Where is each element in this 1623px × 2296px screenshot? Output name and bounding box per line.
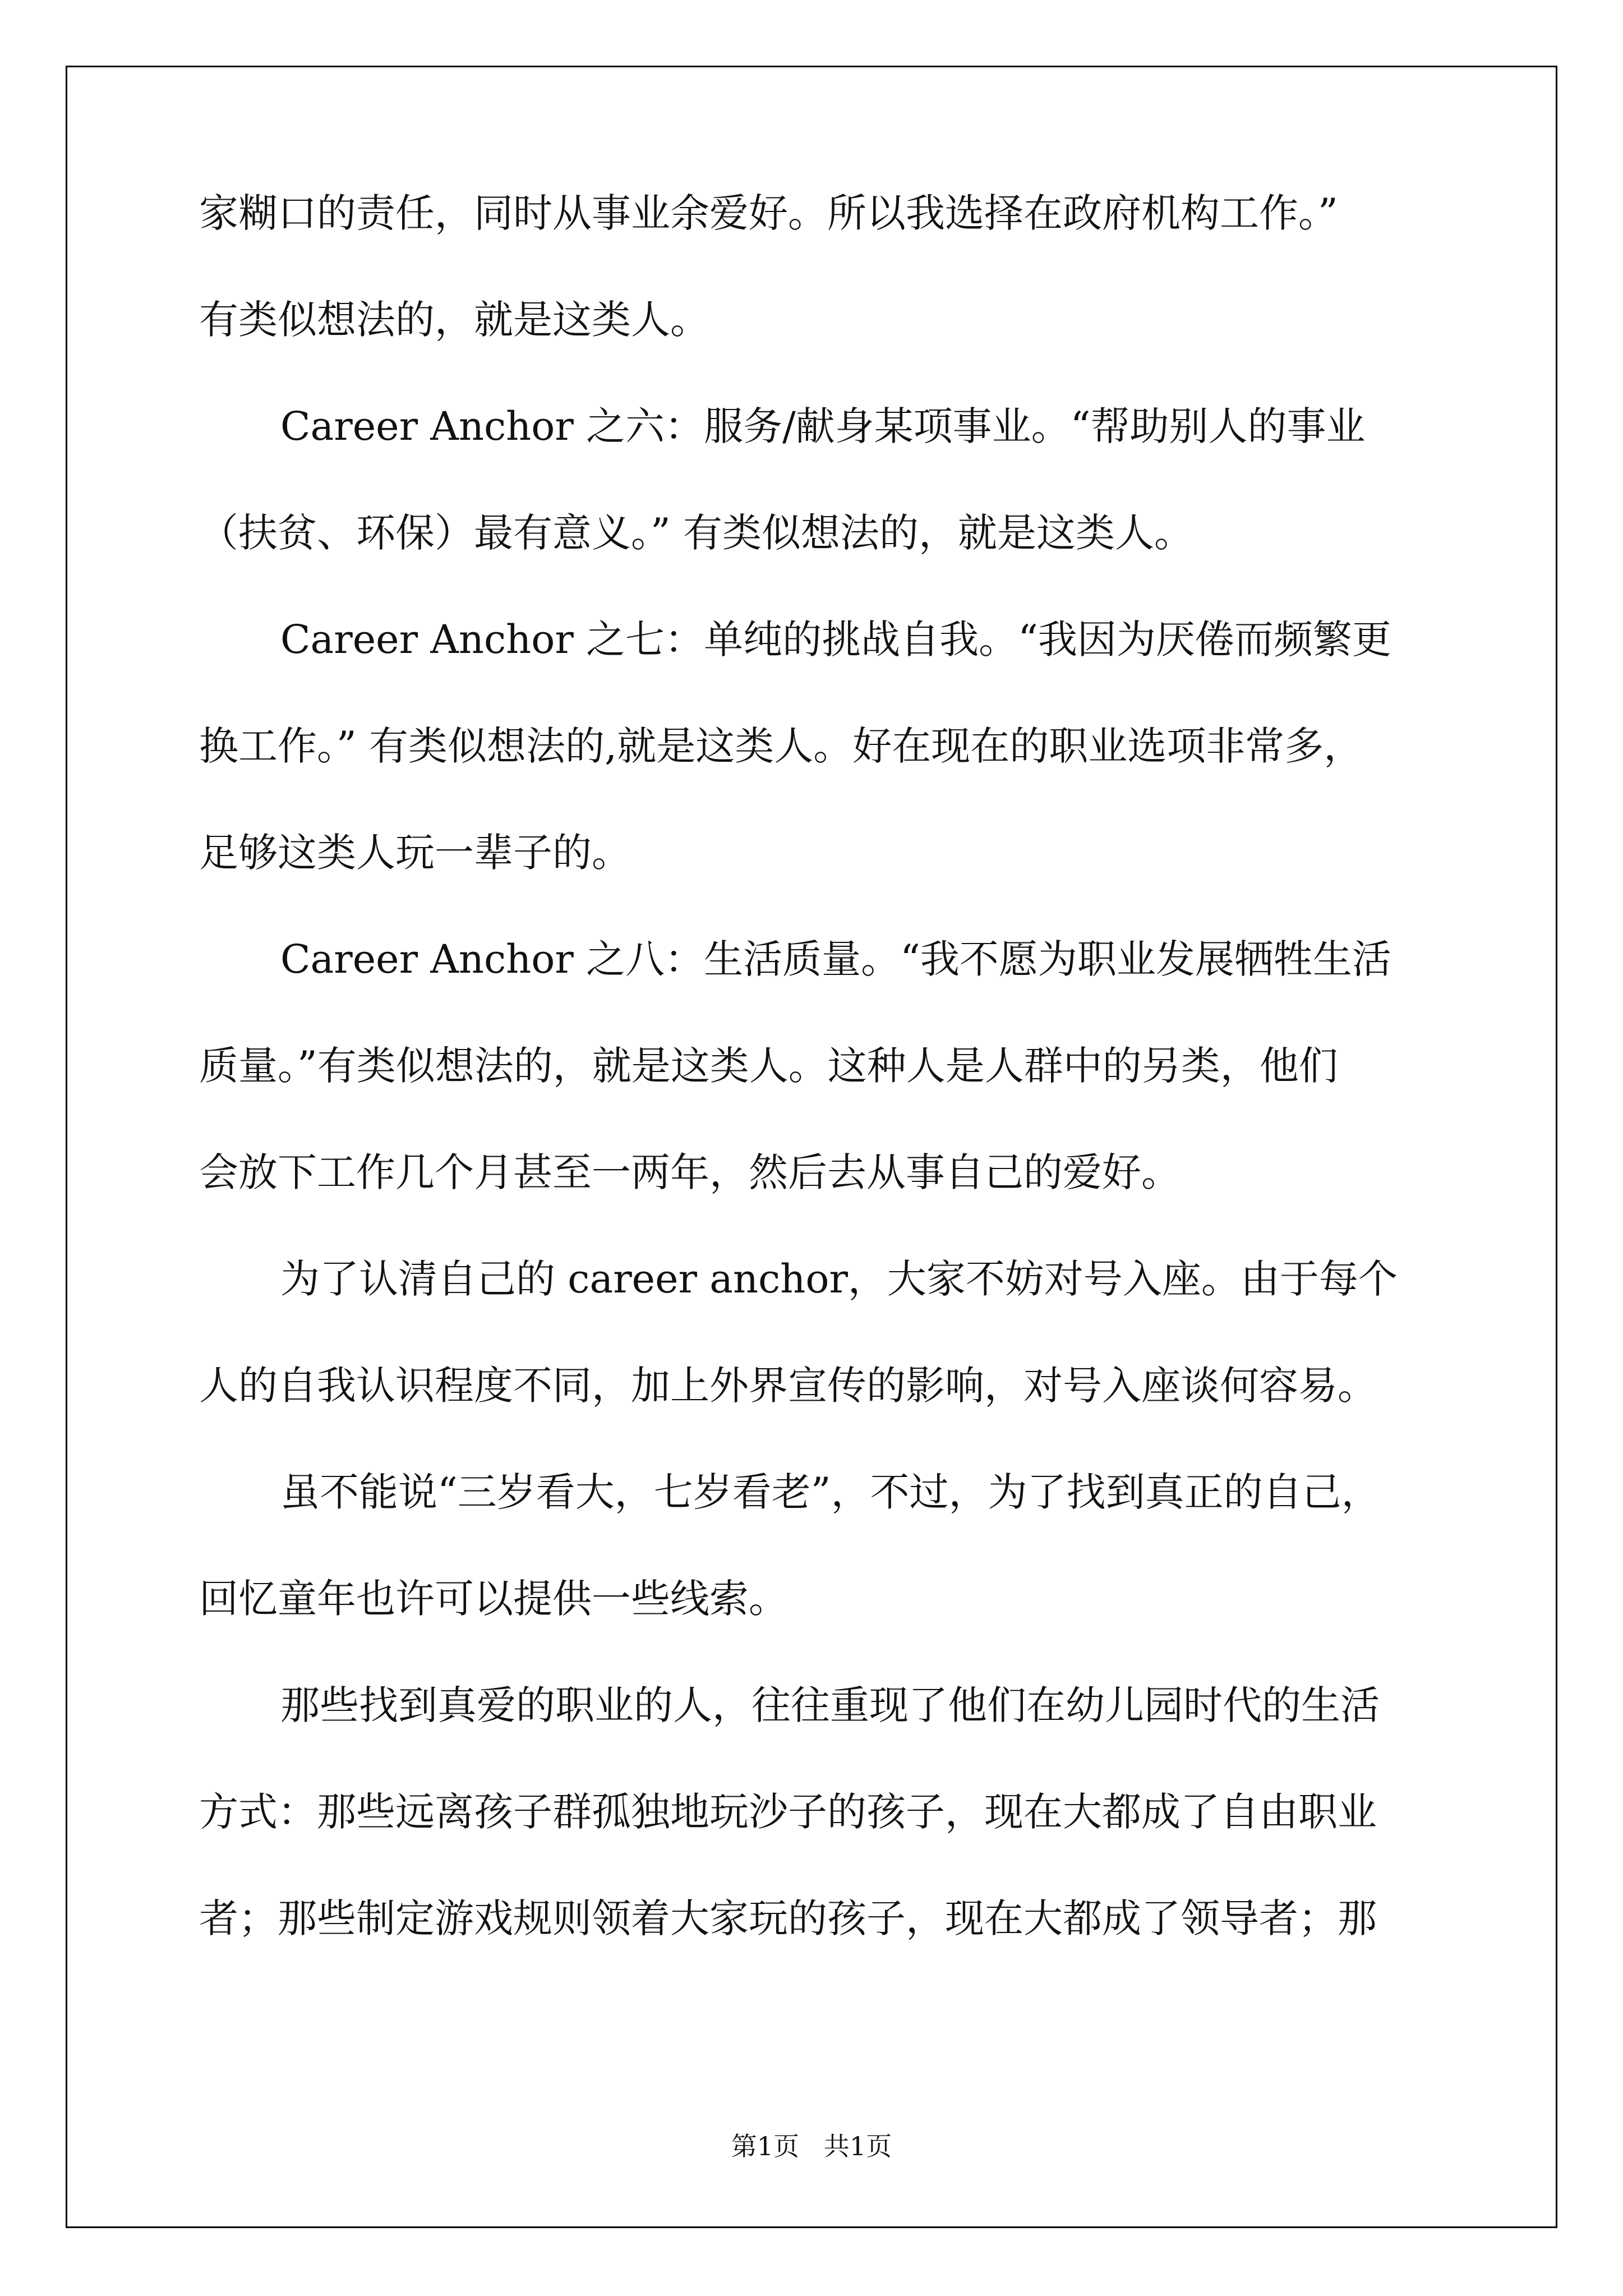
text-line: 方式：那些远离孩子群孤独地玩沙子的孩子，现在大都成了自由职业 bbox=[199, 1789, 1377, 1835]
page-number-footer: 第1页 共1页 bbox=[731, 2131, 892, 2161]
paragraph-start-line: Career Anchor 之八：生活质量。“我不愿为职业发展牺牲生活 bbox=[280, 936, 1391, 982]
paragraph-start-line: 虽不能说“三岁看大，七岁看老”，不过，为了找到真正的自己， bbox=[280, 1469, 1381, 1515]
text-line: 质量。”有类似想法的，就是这类人。这种人是人群中的另类，他们 bbox=[199, 1043, 1338, 1089]
text-line: 家糊口的责任，同时从事业余爱好。所以我选择在政府机构工作。” bbox=[199, 190, 1338, 236]
document-body bbox=[199, 180, 1483, 1991]
text-line: （扶贫、环保）最有意义。” 有类似想法的，就是这类人。 bbox=[199, 510, 1194, 556]
paragraph-start-line: 为了认清自己的 career anchor，大家不妨对号入座。由于每个 bbox=[280, 1256, 1398, 1302]
paragraph-start-line: Career Anchor 之七：单纯的挑战自我。“我因为厌倦而频繁更 bbox=[280, 616, 1391, 662]
text-line: 者；那些制定游戏规则领着大家玩的孩子，现在大都成了领导者；那 bbox=[199, 1895, 1377, 1941]
text-line: 换工作。” 有类似想法的,就是这类人。好在现在的职业选项非常多， bbox=[199, 723, 1363, 769]
text-line: 会放下工作几个月甚至一两年，然后去从事自己的爱好。 bbox=[199, 1149, 1181, 1195]
text-line: 回忆童年也许可以提供一些线索。 bbox=[199, 1576, 788, 1622]
text-line: 有类似想法的，就是这类人。 bbox=[199, 297, 709, 343]
text-line: 足够这类人玩一辈子的。 bbox=[199, 830, 631, 876]
paragraph-start-line: 那些找到真爱的职业的人，往往重现了他们在幼儿园时代的生活 bbox=[280, 1682, 1380, 1728]
paragraph-start-line: Career Anchor 之六：服务/献身某项事业。“帮助别人的事业 bbox=[280, 403, 1366, 449]
text-line: 人的自我认识程度不同，加上外界宣传的影响，对号入座谈何容易。 bbox=[199, 1363, 1377, 1409]
